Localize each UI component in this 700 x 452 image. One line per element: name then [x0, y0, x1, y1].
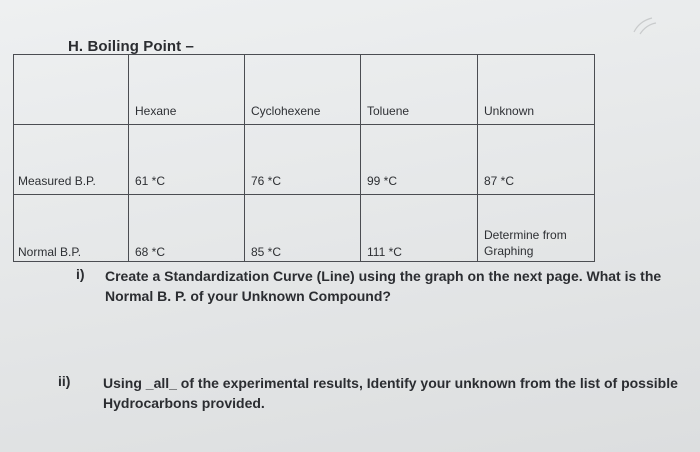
cell-normal-unknown: [478, 195, 595, 262]
header-cell-toluene: Toluene: [361, 55, 478, 125]
cell-normal-unknown-text: [484, 227, 567, 259]
row-label-normal: Normal B.P.: [14, 195, 129, 262]
cell-normal-toluene: 111 *C: [361, 195, 478, 262]
unknown-line-2: Graphing: [484, 244, 534, 258]
cell-normal-hexane: 68 *C: [129, 195, 245, 262]
table-row-measured: [14, 125, 595, 195]
header-cell-hexane: Hexane: [129, 55, 245, 125]
header-cell-cyclohexene: Cyclohexene: [245, 55, 361, 125]
faint-pen-mark: [630, 14, 660, 38]
header-cell-empty: [14, 55, 129, 125]
row-label-measured: Measured B.P.: [14, 125, 129, 195]
question-2-number: ii): [58, 373, 71, 389]
cell-measured-hexane: 61 *C: [129, 125, 245, 195]
unknown-line-1: Determine from: [484, 228, 567, 242]
cell-normal-cyclohexene: 85 *C: [245, 195, 361, 262]
cell-measured-cyclohexene: 76 *C: [245, 125, 361, 195]
cell-measured-toluene: 99 *C: [361, 125, 478, 195]
question-1-text: Create a Standardization Curve (Line) using the graph on the next page. What is the Normal B. P. of your Unknown Compound?: [105, 268, 662, 304]
header-cell-unknown: Unknown: [478, 55, 595, 125]
cell-measured-unknown: 87 *C: [478, 125, 595, 195]
table-header-row: [14, 55, 595, 125]
table-row-normal: [14, 195, 595, 262]
section-title: H. Boiling Point –: [68, 38, 194, 55]
boiling-point-table: [13, 54, 595, 262]
question-2-text: Using _all_ of the experimental results, Identify your unknown from the list of possible Hydrocarbons provided.: [103, 375, 678, 411]
question-1-number: i): [76, 266, 85, 282]
